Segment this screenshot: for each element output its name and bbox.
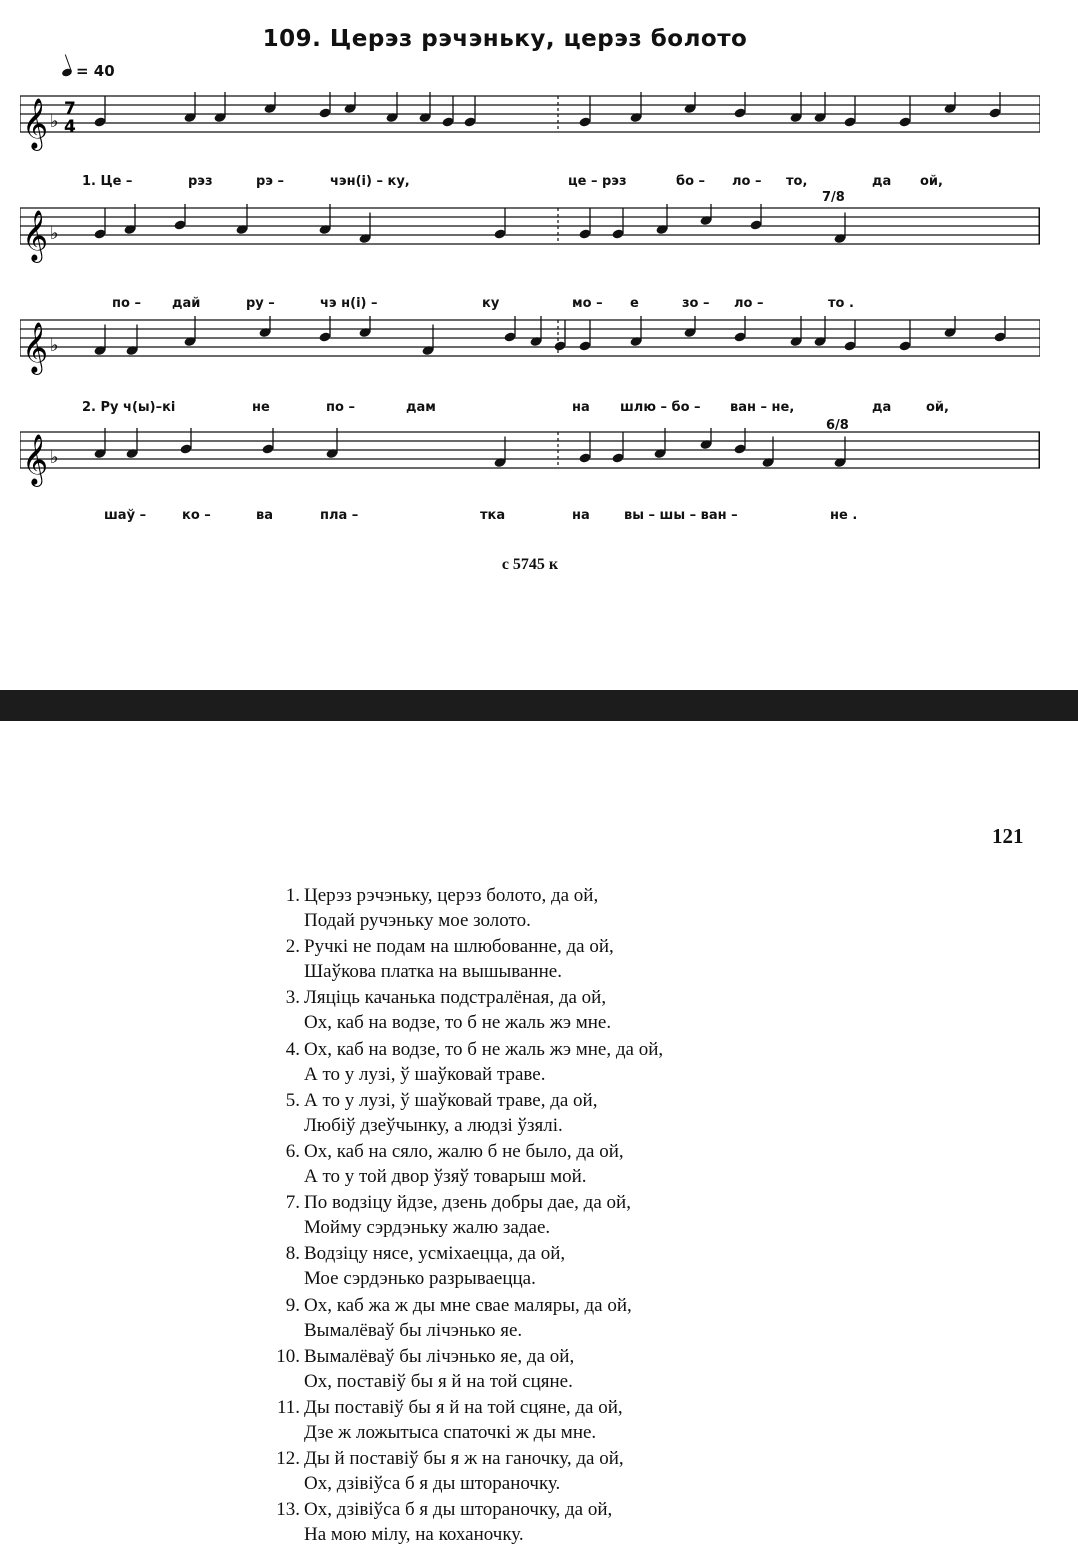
verse-1 [266,883,886,933]
lyric-syllable: вы – шы – ван – [624,508,738,523]
verse-line: Любіў дзеўчынку, а людзі ўзялі. [304,1114,563,1136]
verse-number: 11. [276,1396,300,1418]
verse-line: Водзіцу нясе, усміхаецца, да ой, [304,1243,566,1265]
verse-line: Вымалёваў бы лічэнько яе, да ой, [304,1345,575,1367]
verse-number: 1. [285,885,300,906]
lyric-syllable: шаў – [104,508,147,523]
music-system-3 [20,316,1040,436]
verse-3 [266,985,886,1035]
verse-line: Ох, каб на водзе, то б не жаль жэ мне, да ой, [304,1038,664,1060]
lyric-syllable: то, [786,174,808,189]
verse-number: 10. [276,1345,300,1367]
verse-number: 2. [285,936,300,958]
verse-line: А то у лузі, ў шаўковай траве, да ой, [304,1089,598,1111]
lyric-syllable: ру – [246,296,275,311]
verse-5 [266,1088,886,1138]
verse-13 [266,1497,886,1547]
verse-line: А то у лузі, ў шаўковай траве. [304,1063,546,1085]
verse-number: 3. [285,987,300,1009]
lyric-syllable: пла – [320,508,359,523]
lyric-syllable: дам [406,400,436,415]
tempo-marking [62,62,115,80]
verse-9 [266,1293,886,1343]
verse-12 [266,1446,886,1496]
verse-line: Ох, дзівіўса б я ды штораночку. [304,1473,561,1495]
verse-line: Ды й поставіў бы я ж на ганочку, да ой, [304,1448,624,1470]
verse-line: Ляціць качанька подстралёная, да ой, [304,987,607,1009]
verse-line: Ох, каб на водзе, то б не жаль жэ мне. [304,1012,612,1034]
song-title: 109. Церэз рэчэньку, церэз болото [262,26,748,52]
flat-icon: ♭ [50,335,59,356]
lyric-syllable: ко – [182,508,211,523]
verse-2 [266,934,886,984]
lyric-syllable: по – [326,400,355,415]
time-signature-digit: 4 [64,117,76,137]
verse-line: Дзе ж ложытыса спаточкі ж ды мне. [304,1421,597,1443]
verse-line: Вымалёваў бы лічэнько яе. [304,1319,523,1341]
page-separator [0,690,1078,721]
lyric-syllable: не [252,400,270,415]
verse-number: 6. [285,1140,300,1162]
verse-number: 12. [276,1448,300,1470]
lyric-syllable: рэз [188,174,213,189]
lyric-syllable: ло – [732,174,762,189]
verse-number: 4. [285,1038,300,1060]
verse-11 [266,1395,886,1445]
flat-icon: ♭ [50,447,59,468]
lyric-syllable: на [572,508,590,523]
verse-line: Ох, дзівіўса б я ды штораночку, да ой, [304,1499,613,1521]
flat-icon: ♭ [50,223,59,244]
lyric-syllable: ку [482,296,500,311]
verse-line: Ох, каб на сяло, жалю б не было, да ой, [304,1140,624,1162]
lyric-syllable: ва [256,508,273,523]
treble-clef-icon: 𝄞 [22,210,49,261]
verse-line: Ох, каб жа ж ды мне свае маляры, да ой, [304,1294,632,1316]
ending-number: 7/8 [822,190,845,205]
tempo-value: = 40 [76,62,115,80]
verse-8 [266,1241,886,1291]
verse-line: Мое сэрдэнько разрываецца. [304,1268,536,1290]
lyric-syllable: тка [480,508,506,523]
lyric-syllable: ой, [920,174,943,189]
lyric-syllable: зо – [682,296,710,311]
catalog-number: с 5745 к [501,556,559,573]
lyric-syllable: ван – не, [730,400,795,415]
music-system-2 [20,190,1040,324]
lyric-syllable: 1. Це – [82,174,133,189]
verse-line: Шаўкова платка на вышыванне. [304,961,562,983]
verse-line: А то у той двор ўзяў товарыш мой. [304,1165,587,1187]
lyric-syllable: ой, [926,400,949,415]
staff-lines [20,92,1040,162]
music-system-1 [20,92,1040,212]
treble-clef-icon: 𝄞 [22,434,49,485]
flat-icon: ♭ [50,111,59,132]
lyric-syllable: чэн(і) – ку, [330,174,410,189]
verse-6 [266,1139,886,1189]
lyric-syllable: 2. Ру ч(ы)–кі [82,400,176,415]
verse-7 [266,1190,886,1240]
verse-line: Ручкі не подам на шлюбованне, да ой, [304,936,614,958]
lyric-syllable: ло – [734,296,764,311]
verse-line: Мойму сэрдэньку жалю задае. [304,1217,551,1239]
lyric-syllable: мо – [572,296,603,311]
verse-number: 7. [285,1192,300,1214]
treble-clef-icon: 𝄞 [22,322,49,373]
verse-10 [266,1344,886,1394]
verse-number: 13. [276,1499,300,1521]
quarter-note-icon [61,68,73,78]
lyric-syllable: бо – [676,174,706,189]
lyric-syllable: не . [830,508,858,523]
ending-number: 6/8 [826,418,849,433]
lyric-syllable: чэ н(і) – [320,296,378,311]
page-number: 121 [992,824,1024,848]
verse-line: По водзіцу йдзе, дзень добры дае, да ой, [304,1192,631,1214]
lyric-syllable: е [630,296,639,311]
treble-clef-icon: 𝄞 [22,98,49,149]
staff-lines [20,204,1040,274]
verse-number: 5. [285,1089,300,1111]
verse-number: 9. [285,1294,300,1316]
verse-line: Ох, поставіў бы я й на той сцяне. [304,1370,573,1392]
lyric-syllable: шлю – бо – [620,400,701,415]
verse-number: 8. [285,1243,300,1265]
lyric-syllable: да [872,400,892,415]
staff-lines [20,428,1040,498]
verse-list [266,883,886,1547]
lyric-syllable: то . [828,296,854,311]
verse-line: Церэз рэчэньку, церэз болото, да ой, [304,885,599,906]
verse-line: Ды поставіў бы я й на той сцяне, да ой, [304,1396,623,1418]
lyric-syllable: на [572,400,590,415]
verse-line: Подай ручэньку мое золото. [304,910,531,931]
lyric-syllable: по – [112,296,141,311]
lyric-syllable: рэ – [256,174,285,189]
verse-4 [266,1037,886,1087]
verse-line: На мою мілу, на коханочку. [304,1524,524,1546]
lyric-syllable: да [872,174,892,189]
time-signature-digit: 7 [64,99,76,119]
music-system-4 [20,418,1040,548]
staff-lines [20,316,1040,386]
lyric-syllable: дай [172,296,201,311]
lyric-syllable: це – рэз [568,174,627,189]
